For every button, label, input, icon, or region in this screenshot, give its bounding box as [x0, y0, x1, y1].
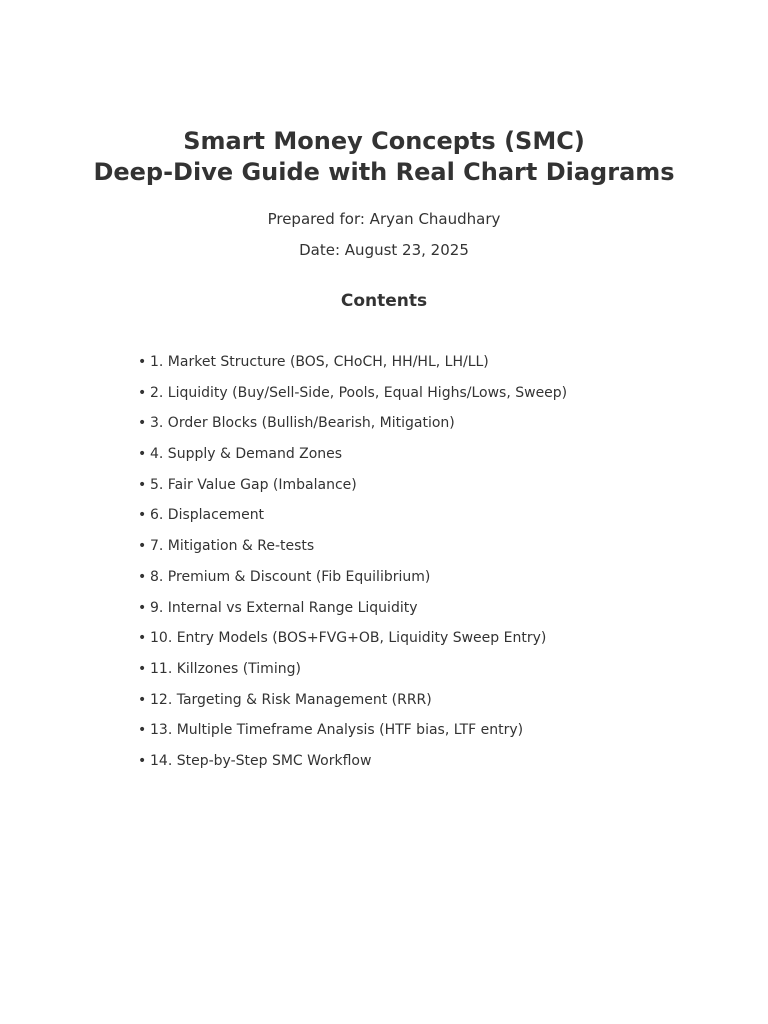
toc-item	[138, 752, 567, 783]
bullet-icon: •	[138, 384, 147, 401]
toc-item-label: 6. Displacement	[150, 507, 265, 524]
toc-item-label: 9. Internal vs External Range Liquidity	[150, 599, 418, 616]
prepared-for-text: Prepared for: Aryan Chaudhary	[267, 210, 501, 228]
toc-item	[138, 568, 567, 599]
toc-item	[138, 537, 567, 568]
toc-item	[138, 476, 567, 507]
date-text: Date: August 23, 2025	[299, 241, 469, 259]
toc-item-label: 10. Entry Models (BOS+FVG+OB, Liquidity Sweep Entry)	[150, 630, 547, 647]
toc-item	[138, 691, 567, 722]
toc-item-label: 11. Killzones (Timing)	[150, 660, 301, 677]
toc-item-label: 12. Targeting & Risk Management (RRR)	[150, 691, 432, 708]
toc-item-label: 13. Multiple Timeframe Analysis (HTF bias, LTF entry)	[150, 722, 524, 739]
toc-item-label: 7. Mitigation & Re-tests	[150, 538, 315, 555]
document-title	[0, 126, 768, 188]
toc-item-label: 3. Order Blocks (Bullish/Bearish, Mitigation)	[150, 415, 455, 432]
title-line-1: Smart Money Concepts (SMC)	[183, 127, 585, 155]
toc-item-label: 4. Supply & Demand Zones	[150, 446, 343, 463]
title-line-2: Deep-Dive Guide with Real Chart Diagrams	[93, 158, 675, 186]
bullet-icon: •	[138, 722, 147, 739]
toc-item	[138, 384, 567, 415]
toc-item	[138, 629, 567, 660]
bullet-icon: •	[138, 660, 147, 677]
bullet-icon: •	[138, 507, 147, 524]
toc-item	[138, 506, 567, 537]
toc-item-label: 14. Step-by-Step SMC Workflow	[150, 752, 372, 769]
bullet-icon: •	[138, 691, 147, 708]
bullet-icon: •	[138, 354, 147, 370]
bullet-icon: •	[138, 538, 147, 555]
toc-item-label: 2. Liquidity (Buy/Sell-Side, Pools, Equal Highs/Lows, Sweep)	[150, 384, 568, 401]
toc-item-label: 5. Fair Value Gap (Imbalance)	[150, 476, 357, 493]
toc-item-label: 8. Premium & Discount (Fib Equilibrium)	[150, 568, 431, 585]
toc-item	[138, 721, 567, 752]
bullet-icon: •	[138, 415, 147, 432]
toc-item	[138, 414, 567, 445]
bullet-icon: •	[138, 446, 147, 463]
contents-heading: Contents	[340, 291, 428, 311]
toc-item	[138, 353, 567, 384]
bullet-icon: •	[138, 599, 147, 616]
bullet-icon: •	[138, 476, 147, 493]
toc-item	[138, 599, 567, 630]
toc-item	[138, 445, 567, 476]
bullet-icon: •	[138, 630, 147, 647]
bullet-icon: •	[138, 752, 147, 769]
toc-item	[138, 660, 567, 691]
toc-item-label: 1. Market Structure (BOS, CHoCH, HH/HL, LH/LL)	[150, 354, 489, 370]
bullet-icon: •	[138, 568, 147, 585]
table-of-contents	[138, 353, 567, 783]
